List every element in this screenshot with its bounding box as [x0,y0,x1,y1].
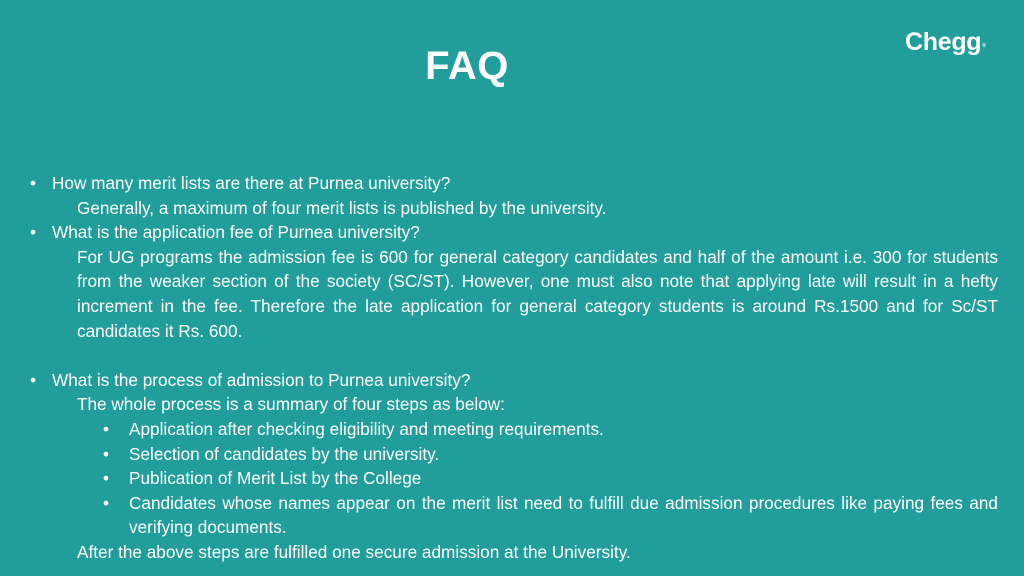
bullet-icon: • [103,468,110,489]
faq-list [30,171,998,565]
question-text: What is the process of admission to Purnea university? [52,369,471,390]
faq-question-2 [30,220,998,245]
bullet-icon: • [103,443,110,464]
faq-question-1 [30,171,998,196]
admission-steps-list [30,417,998,540]
bullet-icon: • [30,369,37,390]
admission-step [103,442,998,467]
chegg-logo [905,27,986,57]
admission-step [103,491,998,540]
step-text: Candidates whose names appear on the merit list need to fulfill due admission procedures like paying fees and verifying documents. [129,492,998,538]
admission-step [103,417,998,442]
question-text: How many merit lists are there at Purnea university? [52,173,451,193]
step-text: Application after checking eligibility and meeting requirements. [129,418,604,439]
spacer [30,343,998,368]
step-text: Selection of candidates by the university. [129,443,440,464]
trademark-mark: ® [982,43,986,49]
faq-answer-3: The whole process is a summary of four steps as below: [77,394,505,415]
faq-answer-1: Generally, a maximum of four merit lists is published by the university. [77,197,607,218]
bullet-icon: • [103,492,110,513]
bullet-icon: • [30,222,37,243]
logo-text: Chegg [905,28,982,56]
bullet-icon: • [30,173,37,193]
faq-closing: After the above steps are fulfilled one secure admission at the University. [77,541,631,562]
step-text: Publication of Merit List by the College [129,468,422,489]
faq-question-3 [30,368,998,393]
page-title: FAQ [425,44,509,88]
admission-step [103,466,998,491]
bullet-icon: • [103,418,110,439]
faq-answer-2: For UG programs the admission fee is 600 for general category candidates and half of the amount i.e. 300 for students from the weaker section of the society (SC/ST). However, one must also note that applying late will result in a hefty increment in the fee. Therefore the late application for general category students is around Rs.1500 and for Sc/ST candidates it Rs. 600. [77,246,998,341]
question-text: What is the application fee of Purnea university? [52,222,420,243]
